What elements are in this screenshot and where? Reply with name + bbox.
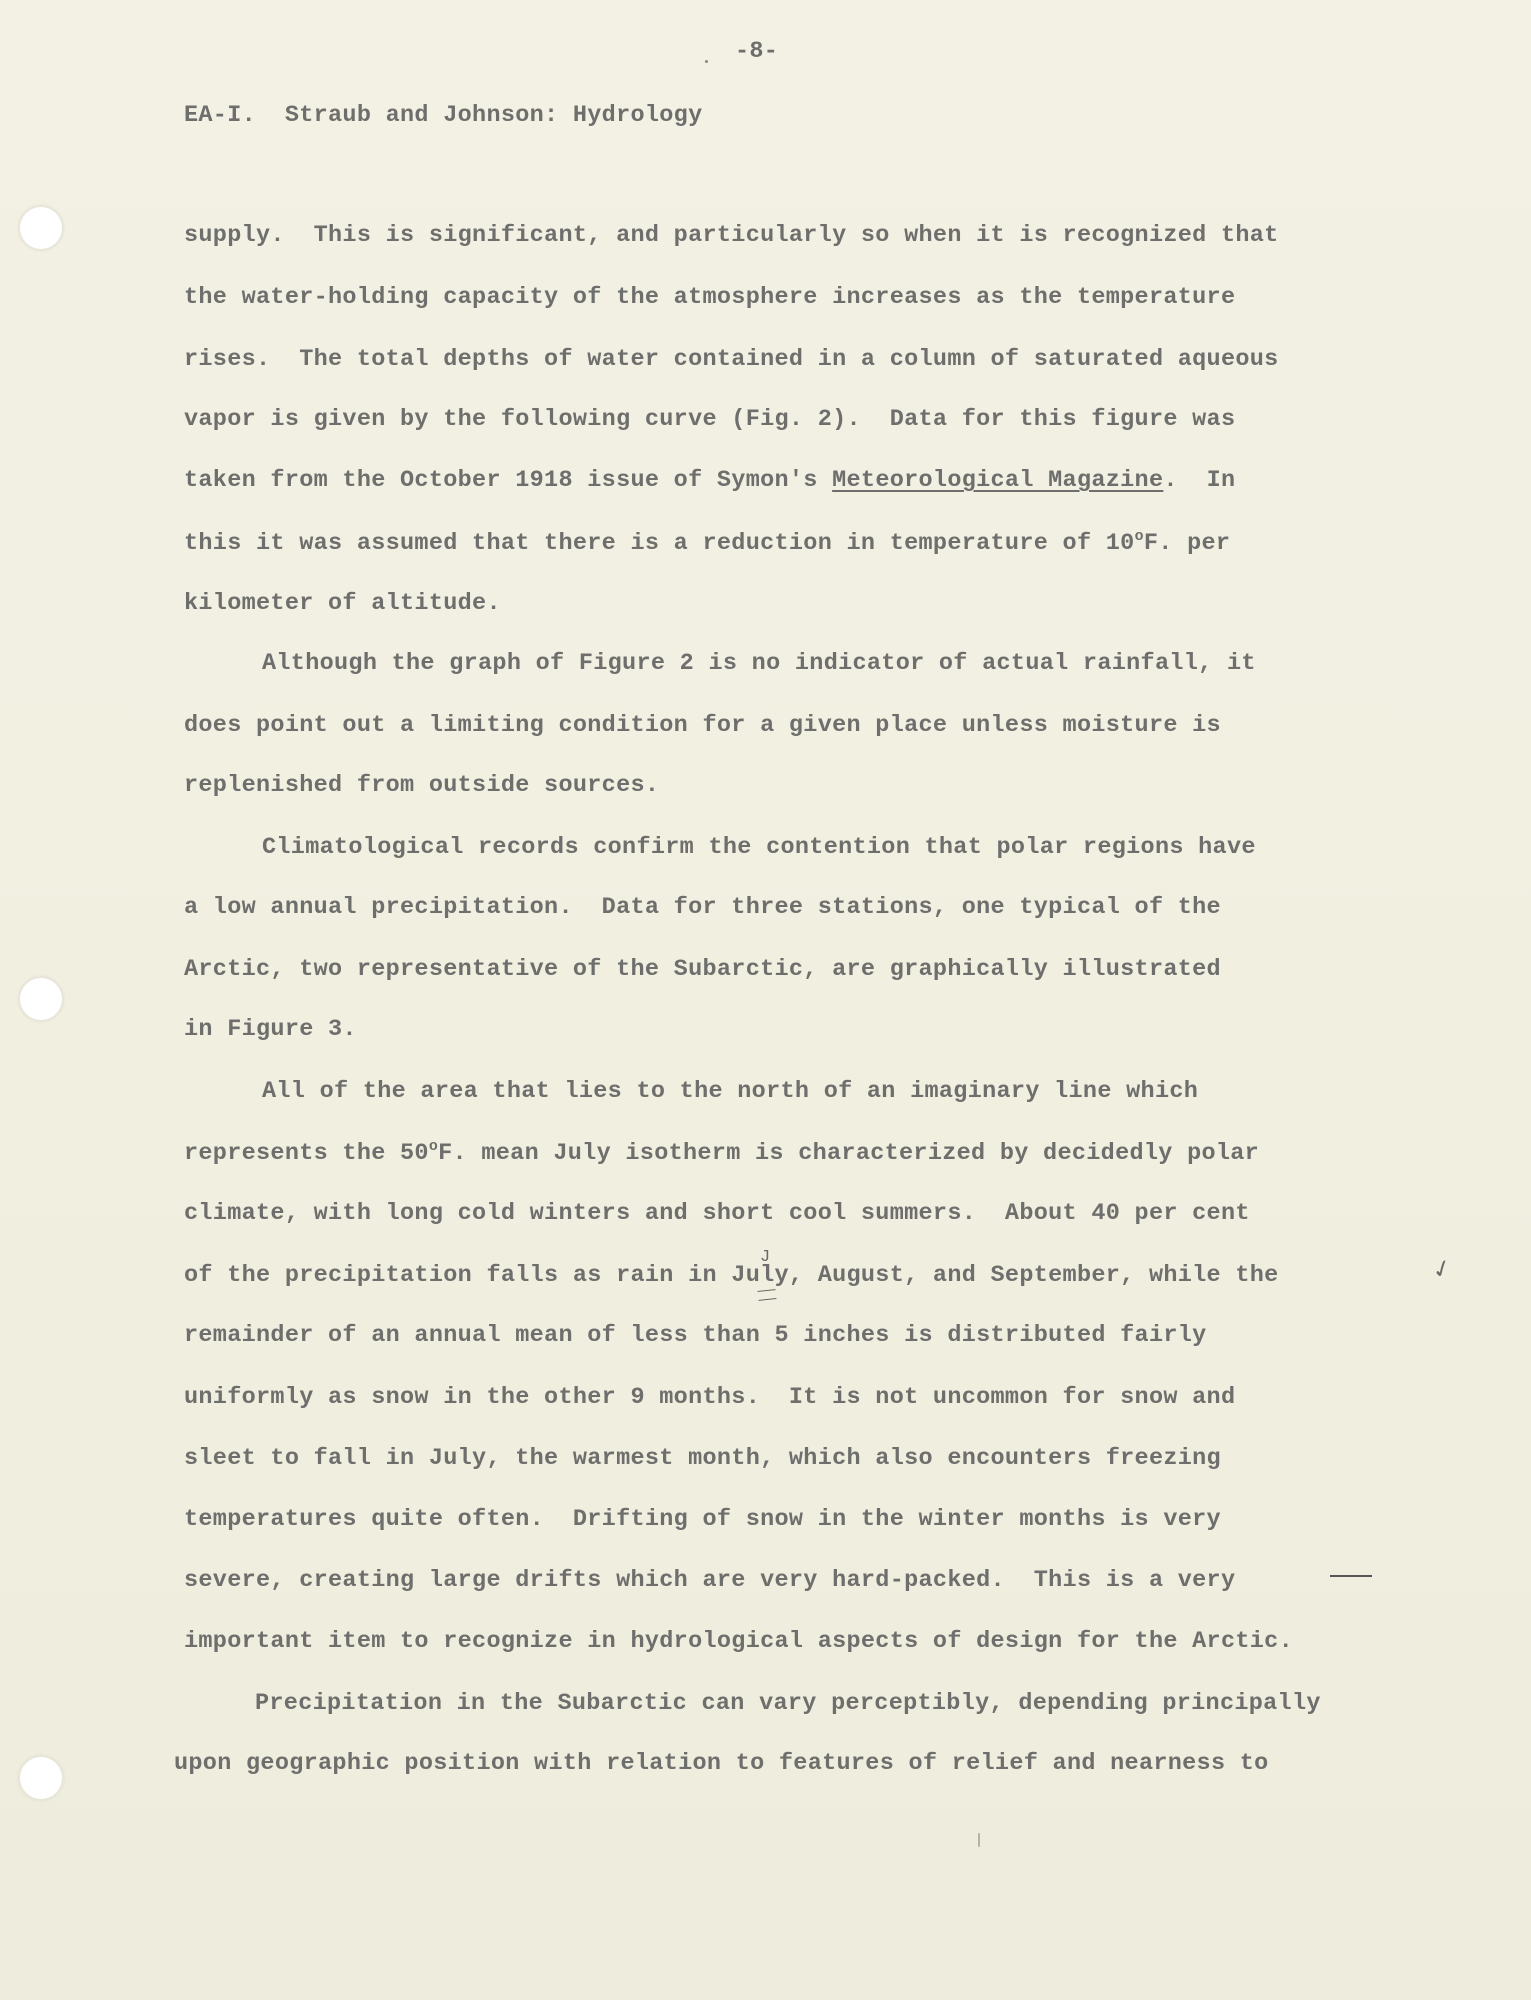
text-segment: taken from the October 1918 issue of Symon's	[184, 467, 833, 494]
text-line: does point out a limiting condition for a given place unless moisture is	[184, 712, 1221, 739]
text-segment: . In	[1163, 467, 1236, 494]
text-segment: F. mean July isotherm is characterized by decidedly polar	[438, 1140, 1260, 1167]
paper-speck	[705, 60, 708, 63]
text-line: Precipitation in the Subarctic can vary perceptibly, depending principally	[255, 1690, 1321, 1717]
text-line: vapor is given by the following curve (Fig. 2). Data for this figure was	[184, 406, 1236, 433]
check-mark-icon: ✓	[1427, 1252, 1457, 1286]
text-line: of the precipitation falls as rain in July, August, and September, while the	[184, 1262, 1279, 1289]
text-segment: F. per	[1143, 530, 1231, 557]
text-line: in Figure 3.	[184, 1016, 357, 1043]
page-number: -8-	[735, 38, 779, 65]
text-line	[184, 1138, 1259, 1167]
text-line: the water-holding capacity of the atmosphere increases as the temperature	[184, 284, 1236, 311]
punch-hole-middle	[18, 976, 64, 1022]
text-line: supply. This is significant, and particularly so when it is recognized that	[184, 222, 1279, 249]
punch-hole-bottom	[18, 1755, 64, 1801]
degree-superscript: o	[428, 1138, 439, 1155]
handwritten-underline-mark	[758, 1289, 777, 1301]
text-line: kilometer of altitude.	[184, 590, 501, 617]
text-line: Although the graph of Figure 2 is no indicator of actual rainfall, it	[262, 650, 1256, 677]
text-line: upon geographic position with relation to features of relief and nearness to	[174, 1750, 1269, 1777]
text-line: uniformly as snow in the other 9 months. It is not uncommon for snow and	[184, 1384, 1236, 1411]
handwritten-correction-j: J	[760, 1248, 771, 1267]
text-line: temperatures quite often. Drifting of snow in the winter months is very	[184, 1506, 1221, 1533]
text-line: remainder of an annual mean of less than 5 inches is distributed fairly	[184, 1322, 1207, 1349]
paper-speck	[978, 1833, 980, 1847]
margin-dash-mark	[1330, 1575, 1372, 1577]
text-segment: represents the 50	[184, 1140, 429, 1167]
running-head: EA-I. Straub and Johnson: Hydrology	[184, 102, 703, 129]
text-line: Climatological records confirm the contention that polar regions have	[262, 834, 1256, 861]
punch-hole-top	[18, 205, 64, 251]
text-line: a low annual precipitation. Data for three stations, one typical of the	[184, 894, 1221, 921]
text-line: All of the area that lies to the north of an imaginary line which	[262, 1078, 1199, 1105]
text-line: replenished from outside sources.	[184, 772, 660, 799]
text-line: important item to recognize in hydrological aspects of design for the Arctic.	[184, 1628, 1293, 1655]
text-line: severe, creating large drifts which are very hard-packed. This is a very	[184, 1567, 1236, 1594]
text-line: climate, with long cold winters and short cool summers. About 40 per cent	[184, 1200, 1250, 1227]
text-line	[184, 528, 1230, 557]
text-line: sleet to fall in July, the warmest month, which also encounters freezing	[184, 1445, 1221, 1472]
text-segment: this it was assumed that there is a reduction in temperature of 10	[184, 530, 1135, 557]
underlined-title: Meteorological Magazine	[832, 467, 1164, 494]
text-line: rises. The total depths of water contained in a column of saturated aqueous	[184, 346, 1279, 373]
text-line	[184, 467, 1235, 494]
degree-superscript: o	[1134, 528, 1144, 545]
text-line: Arctic, two representative of the Subarctic, are graphically illustrated	[184, 956, 1221, 983]
